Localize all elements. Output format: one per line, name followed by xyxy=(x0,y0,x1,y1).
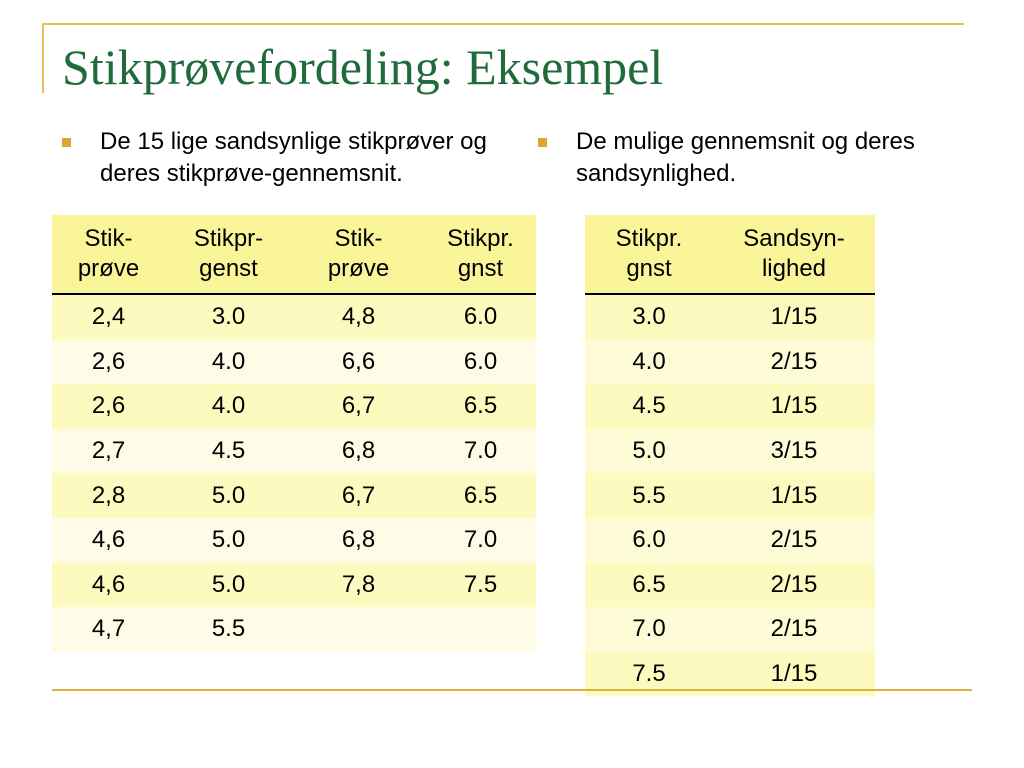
table-cell: 6,7 xyxy=(292,473,425,518)
bullet-left xyxy=(100,126,530,190)
table-cell: 1/15 xyxy=(713,384,875,429)
table-row xyxy=(52,384,536,429)
table-cell: 1/15 xyxy=(713,652,875,697)
bullet-square-icon xyxy=(538,138,547,147)
bullet-square-icon xyxy=(62,138,71,147)
table-cell: 2,6 xyxy=(52,384,165,429)
table-cell: 2/15 xyxy=(713,563,875,608)
table-cell: 4.5 xyxy=(585,384,713,429)
table-cell: 2/15 xyxy=(713,607,875,652)
table-cell: 6,8 xyxy=(292,429,425,474)
table-row xyxy=(52,473,536,518)
table-cell: 6,6 xyxy=(292,340,425,385)
table-cell: 7.0 xyxy=(425,518,536,563)
header-line: Sandsyn- xyxy=(743,225,845,252)
header-line: prøve xyxy=(327,255,390,282)
header-line: lighed xyxy=(761,255,827,282)
table-cell: 7.0 xyxy=(425,429,536,474)
table-cell: 5.0 xyxy=(165,473,292,518)
header-line: gnst xyxy=(457,255,504,282)
header-cell xyxy=(713,215,875,294)
bottom-rule xyxy=(52,689,972,691)
table-row xyxy=(52,294,536,340)
table-cell: 5.5 xyxy=(585,473,713,518)
table-row xyxy=(585,384,875,429)
header-line: Stik- xyxy=(334,225,383,252)
header-line: Stikpr. xyxy=(447,225,514,252)
table-row xyxy=(585,429,875,474)
header-line: prøve xyxy=(77,255,140,282)
samples-table xyxy=(52,215,536,652)
table-row xyxy=(585,563,875,608)
table-cell: 4.0 xyxy=(585,340,713,385)
table-cell: 7.0 xyxy=(585,607,713,652)
table-row xyxy=(585,294,875,340)
bullet-left-text: De 15 lige sandsynlige stikprøver og deres stikprøve-gennemsnit. xyxy=(100,128,487,187)
header-line: Stik- xyxy=(84,225,133,252)
table-cell: 2/15 xyxy=(713,340,875,385)
header-line: Stikpr. xyxy=(615,225,683,252)
table-cell: 5.0 xyxy=(585,429,713,474)
header-line: genst xyxy=(199,255,258,282)
table-cell: 4.0 xyxy=(165,340,292,385)
table-cell: 3.0 xyxy=(165,294,292,340)
table-cell: 2,6 xyxy=(52,340,165,385)
header-line: gnst xyxy=(626,255,672,282)
table-row xyxy=(52,563,536,608)
table-cell: 4,7 xyxy=(52,607,165,652)
table-cell: 3/15 xyxy=(713,429,875,474)
table-cell: 4.5 xyxy=(165,429,292,474)
table-cell: 2/15 xyxy=(713,518,875,563)
table-row xyxy=(585,518,875,563)
table-cell: 6.0 xyxy=(585,518,713,563)
table-cell: 7,8 xyxy=(292,563,425,608)
table-cell: 7.5 xyxy=(585,652,713,697)
table-cell: 6,8 xyxy=(292,518,425,563)
header-line: Stikpr- xyxy=(193,225,264,252)
table-cell: 7.5 xyxy=(425,563,536,608)
table-cell: 4,6 xyxy=(52,563,165,608)
table-cell: 3.0 xyxy=(585,294,713,340)
table-cell: 4.0 xyxy=(165,384,292,429)
table-cell: 2,8 xyxy=(52,473,165,518)
table-row xyxy=(52,429,536,474)
table-cell xyxy=(425,607,536,652)
header-cell xyxy=(585,215,713,294)
bullet-right xyxy=(576,126,996,190)
table-cell: 6.0 xyxy=(425,340,536,385)
table-row xyxy=(52,340,536,385)
table-cell: 6.5 xyxy=(425,473,536,518)
table-cell: 2,4 xyxy=(52,294,165,340)
samples-table-header xyxy=(52,215,536,294)
table-cell: 5.0 xyxy=(165,518,292,563)
table-row xyxy=(585,473,875,518)
table-row xyxy=(585,607,875,652)
table-row xyxy=(52,518,536,563)
table-cell: 5.5 xyxy=(165,607,292,652)
table-row xyxy=(585,340,875,385)
table-cell: 4,8 xyxy=(292,294,425,340)
header-cell xyxy=(165,215,292,294)
table-cell: 2,7 xyxy=(52,429,165,474)
table-cell: 6.0 xyxy=(425,294,536,340)
bullet-right-text: De mulige gennemsnit og deres sandsynlighed. xyxy=(576,128,915,187)
table-cell: 6.5 xyxy=(425,384,536,429)
table-cell xyxy=(292,607,425,652)
table-cell: 5.0 xyxy=(165,563,292,608)
header-cell xyxy=(52,215,165,294)
distribution-table xyxy=(585,215,875,696)
table-cell: 1/15 xyxy=(713,473,875,518)
header-cell xyxy=(425,215,536,294)
slide-title: Stikprøvefordeling: Eksempel xyxy=(62,39,664,95)
table-cell: 4,6 xyxy=(52,518,165,563)
table-cell: 1/15 xyxy=(713,294,875,340)
frame-top-line xyxy=(42,23,964,25)
table-row xyxy=(52,607,536,652)
frame-left-line xyxy=(42,23,44,93)
header-cell xyxy=(292,215,425,294)
distribution-table-header xyxy=(585,215,875,294)
table-cell: 6,7 xyxy=(292,384,425,429)
table-cell: 6.5 xyxy=(585,563,713,608)
